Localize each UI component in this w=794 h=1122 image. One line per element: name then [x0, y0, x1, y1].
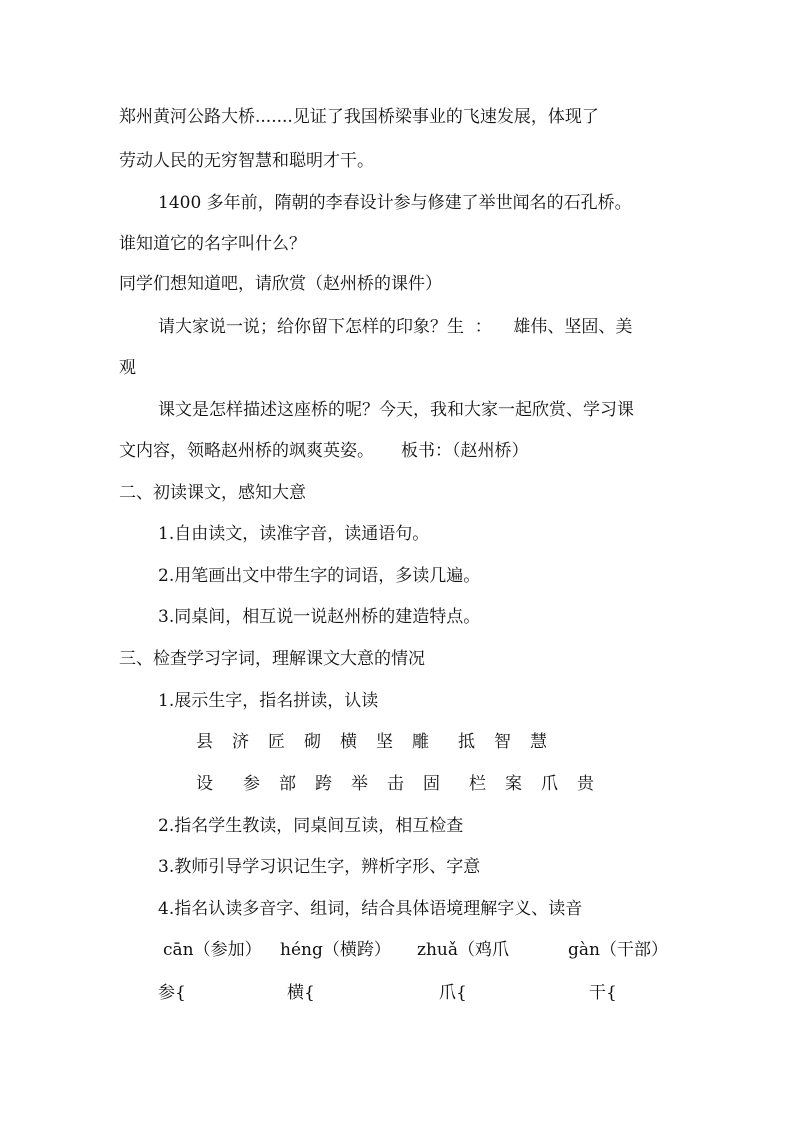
char: 部	[279, 774, 296, 794]
para-1-line-2: 劳动人民的无穷智慧和聪明才干。	[119, 151, 374, 171]
char: 击	[387, 774, 404, 794]
char: 横	[340, 732, 357, 752]
para-5-line-2: 文内容，领略赵州桥的飒爽英姿。 板书：（赵州桥）	[119, 441, 529, 461]
para-2-line-1: 1400 多年前，隋朝的李春设计参与修建了举世闻名的石孔桥。	[158, 193, 632, 213]
para-2-line-2: 谁知道它的名字叫什么？	[119, 234, 306, 254]
char: 案	[505, 774, 522, 794]
char: 贵	[577, 774, 594, 794]
section-2-item-3: 3.同桌间，相互说一说赵州桥的建造特点。	[158, 607, 481, 627]
para-4-line-2: 观	[119, 358, 136, 378]
char: 智	[494, 732, 511, 752]
polyphone-pinyin-3: zhuǎ（鸡爪	[417, 940, 509, 960]
char: 跨	[315, 774, 332, 794]
para-5-line-1: 课文是怎样描述这座桥的呢？今天，我和大家一起欣赏、学习课	[158, 400, 634, 420]
char-row-2	[196, 773, 594, 795]
char: 济	[232, 732, 249, 752]
para-3: 同学们想知道吧，请欣赏（赵州桥的课件）	[119, 274, 442, 294]
char: 举	[351, 774, 368, 794]
char: 爪	[541, 774, 558, 794]
char: 参	[243, 774, 260, 794]
char: 慧	[530, 732, 547, 752]
char: 设	[196, 774, 213, 794]
char-row-1	[196, 731, 547, 753]
char: 栏	[469, 774, 486, 794]
char: 坚	[376, 732, 393, 752]
polyphone-char-2: 横{	[287, 983, 315, 1003]
section-3-item-2: 2.指名学生教读，同桌间互读，相互检查	[158, 816, 464, 836]
polyphone-char-1: 参{	[158, 983, 186, 1003]
polyphone-char-3: 爪{	[439, 983, 467, 1003]
char: 匠	[268, 732, 285, 752]
section-2-item-2: 2.用笔画出文中带生字的词语，多读几遍。	[158, 566, 481, 586]
polyphone-pinyin-2: héng（横跨）	[280, 940, 391, 960]
section-3-item-4: 4.指名认读多音字、组词，结合具体语境理解字义、读音	[158, 899, 583, 919]
section-3-heading: 三、检查学习字词，理解课文大意的情况	[119, 649, 425, 669]
section-3-item-3: 3.教师引导学习识记生字，辨析字形、字意	[158, 857, 481, 877]
section-3-item-1: 1.展示生字，指名拼读，认读	[158, 691, 379, 711]
char: 抵	[458, 732, 475, 752]
section-2-heading: 二、初读课文，感知大意	[119, 483, 306, 503]
char: 雕	[412, 732, 429, 752]
polyphone-char-4: 干{	[589, 983, 617, 1003]
polyphone-pinyin-1: cān（参加）	[163, 940, 262, 960]
para-1-line-1: 郑州黄河公路大桥.......见证了我国桥梁事业的飞速发展，体现了	[119, 107, 599, 127]
char: 固	[423, 774, 440, 794]
char: 县	[196, 732, 213, 752]
section-2-item-1: 1.自由读文，读准字音，读通语句。	[158, 524, 430, 544]
char: 砌	[304, 732, 321, 752]
polyphone-pinyin-4: gàn（干部）	[568, 940, 668, 960]
para-4-line-1: 请大家说一说；给你留下怎样的印象？生 ： 雄伟、坚固、美	[158, 317, 633, 337]
